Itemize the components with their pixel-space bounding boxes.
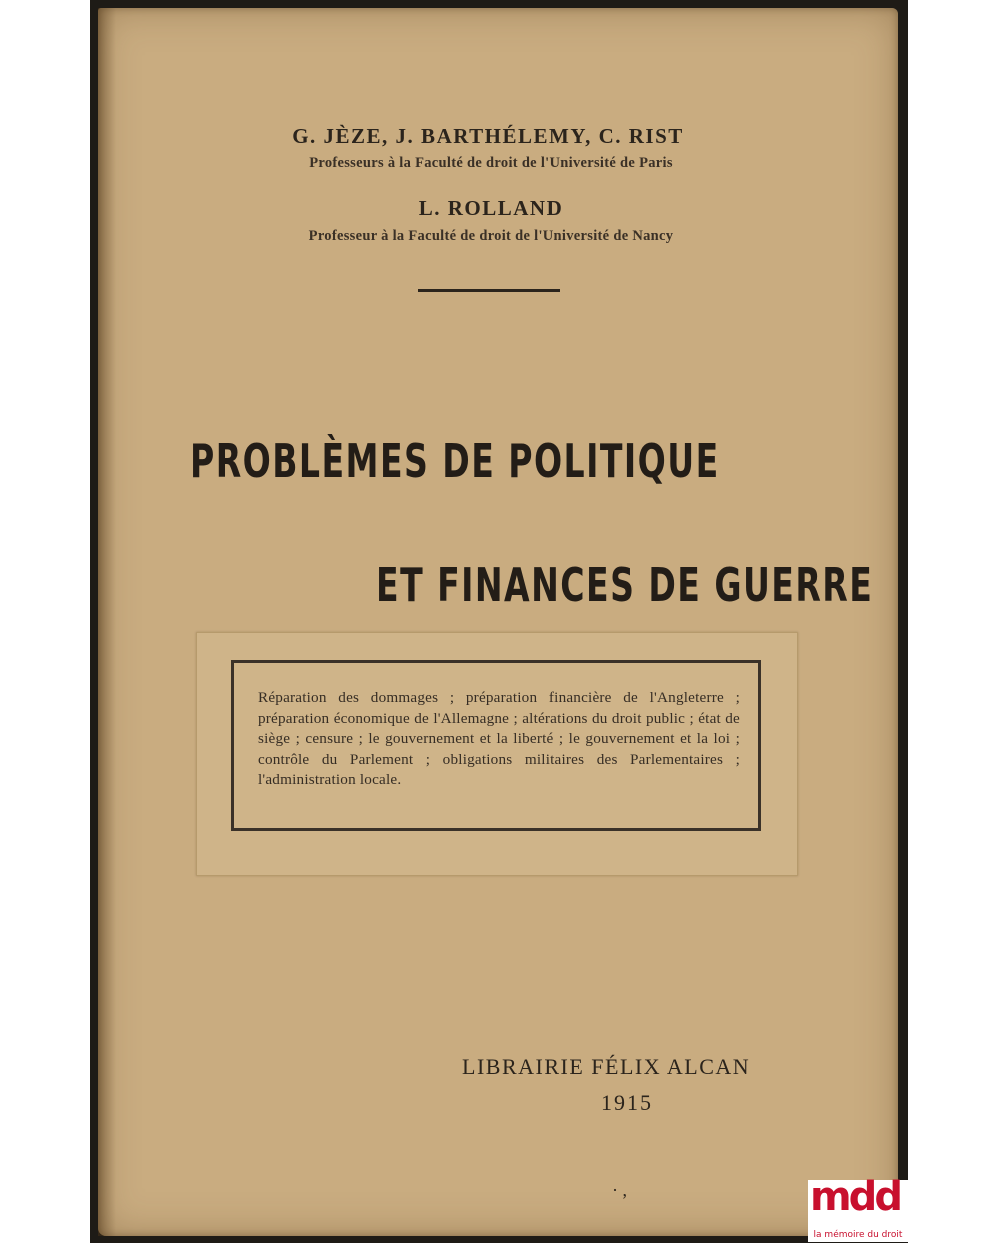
authors-line-2: L. ROLLAND: [418, 196, 564, 220]
contents-description: Réparation des dommages ; préparation financière de l'Angleterre ; préparation économique de l'Allemagne ; altérations du droit public ; état de siège ; censure ; le gouvernement et la liberté ; le gouvernement et la loi ; contrôle du Parlement ; obligations militaires des Parlementaires ; l'administration locale.: [258, 689, 740, 788]
title-line-2: ET FINANCES DE GUERRE: [376, 558, 874, 612]
logo-mark: mdd: [810, 1174, 900, 1220]
title-line-1: PROBLÈMES DE POLITIQUE: [190, 434, 720, 488]
mdd-logo: [808, 1174, 908, 1242]
cover-marks: · ,: [612, 1180, 627, 1200]
affiliation-line-2: Professeur à la Faculté de droit de l'Université de Nancy: [308, 228, 674, 244]
separator-rule: [418, 289, 560, 292]
book-cover: [98, 8, 898, 1236]
affiliation-line-1: Professeurs à la Faculté de droit de l'Université de Paris: [309, 155, 673, 171]
publication-year: 1915: [601, 1090, 653, 1115]
publisher-name: LIBRAIRIE FÉLIX ALCAN: [462, 1054, 751, 1079]
spine-shadow: [98, 8, 116, 1236]
logo-background: [808, 1174, 908, 1228]
logo-tagline: la mémoire du droit: [808, 1228, 908, 1242]
authors-line-1: G. JÈZE, J. BARTHÉLEMY, C. RIST: [292, 124, 684, 148]
